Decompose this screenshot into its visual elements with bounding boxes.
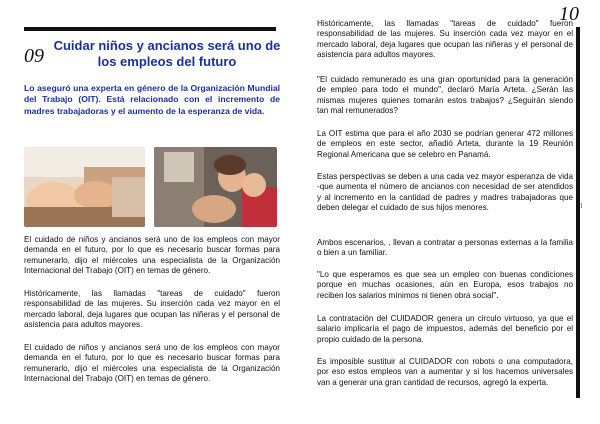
right-rule: [576, 27, 580, 398]
family-playing-photo: [154, 147, 277, 227]
page-number-right: 10: [559, 3, 579, 25]
right-paragraph-6: "Lo que esperamos es que sea un empleo con buenas condiciones porque en muchas ocasiones, aún en Europa, esos trabajos no reciben los salarios mínimos ni tienen obra social".: [317, 270, 573, 300]
left-paragraph-3: El cuidado de niños y ancianos será uno de los empleos con mayor demanda en el futuro, por lo que es necesario buscar formas para remunerarlo, dijo el miércoles una especialista de la Organización Internacional del Trabajo (OIT) en temas de género.: [24, 343, 280, 384]
right-paragraph-3: La OIT estima que para el año 2030 se podrían generar 472 millones de empleos en este sector, añadió Arteta, durante la 19 Reunión Regional Americana que se celebro en Panamá.: [317, 129, 573, 159]
right-paragraph-8: Es imposible sustituir al CUIDADOR con robots o una computadora, por eso estos empleos van a aumentar y si los hacemos universales van a generar una gran cantidad de recursos, agregó la experta.: [317, 357, 573, 387]
elderly-care-photo: [24, 147, 145, 227]
right-paragraph-7: La contratación del CUIDADOR genera un circulo virtuoso, ya que el salario implicaría el pago de impuestos, además del beneficio por el propio cuidado de la persona.: [317, 314, 573, 344]
right-paragraph-2: "El cuidado remunerado es una gran oportunidad para la generación de empleo para todo el mundo", declaró María Arteta. ¿Serán las mismas mujeres quienes tomarán estos trabajos? ¿Seguirán siendo tan mal remunerados?: [317, 75, 573, 116]
right-paragraph-5: Ambos escenarios, , llevan a contratar a personas externas a la familia o bien a un familiar.: [317, 238, 573, 258]
article-title: Cuidar niños y ancianos será uno de los empleos del futuro: [53, 38, 281, 69]
article-lead: Lo aseguró una experta en género de la Organización Mundial del Trabajo (OIT). Está relacionado con el incremento de madres trabajadoras y el aumento de la esperanza de vida.: [24, 83, 280, 116]
top-rule: [24, 27, 276, 31]
page-number-left: 09: [24, 45, 44, 67]
left-paragraph-2: Históricamente, las llamadas "tareas de cuidado" fueron responsabilidad de las mujeres. Su inserción cada vez mayor en el mercado laboral, deja lugares que ocupan las niñeras y el personal de asistencia para adultos mayores.: [24, 289, 280, 330]
margin-mark: [581, 203, 587, 208]
right-paragraph-4: Estas perspectivas se deben a una cada vez mayor esperanza de vida -que aumenta el número de ancianos con necesidad de ser atendidos y al incremento en la cantidad de padres y madres trabajadoras que deben delegar el cuidado de sus hijos menores.: [317, 172, 573, 213]
left-paragraph-1: El cuidado de niños y ancianos será uno de los empleos con mayor demanda en el futuro, por lo que es necesario buscar formas para remunerarlo, dijo el miércoles una especialista de la Organización Internacional del Trabajo (OIT) en temas de género.: [24, 235, 280, 276]
right-paragraph-1: Históricamente, las llamadas "tareas de cuidado" fueron responsabilidad de las mujeres. Su inserción cada vez mayor en el mercado laboral, deja lugares que ocupan las niñeras y el personal de asistencia para adultos mayores.: [317, 19, 573, 60]
